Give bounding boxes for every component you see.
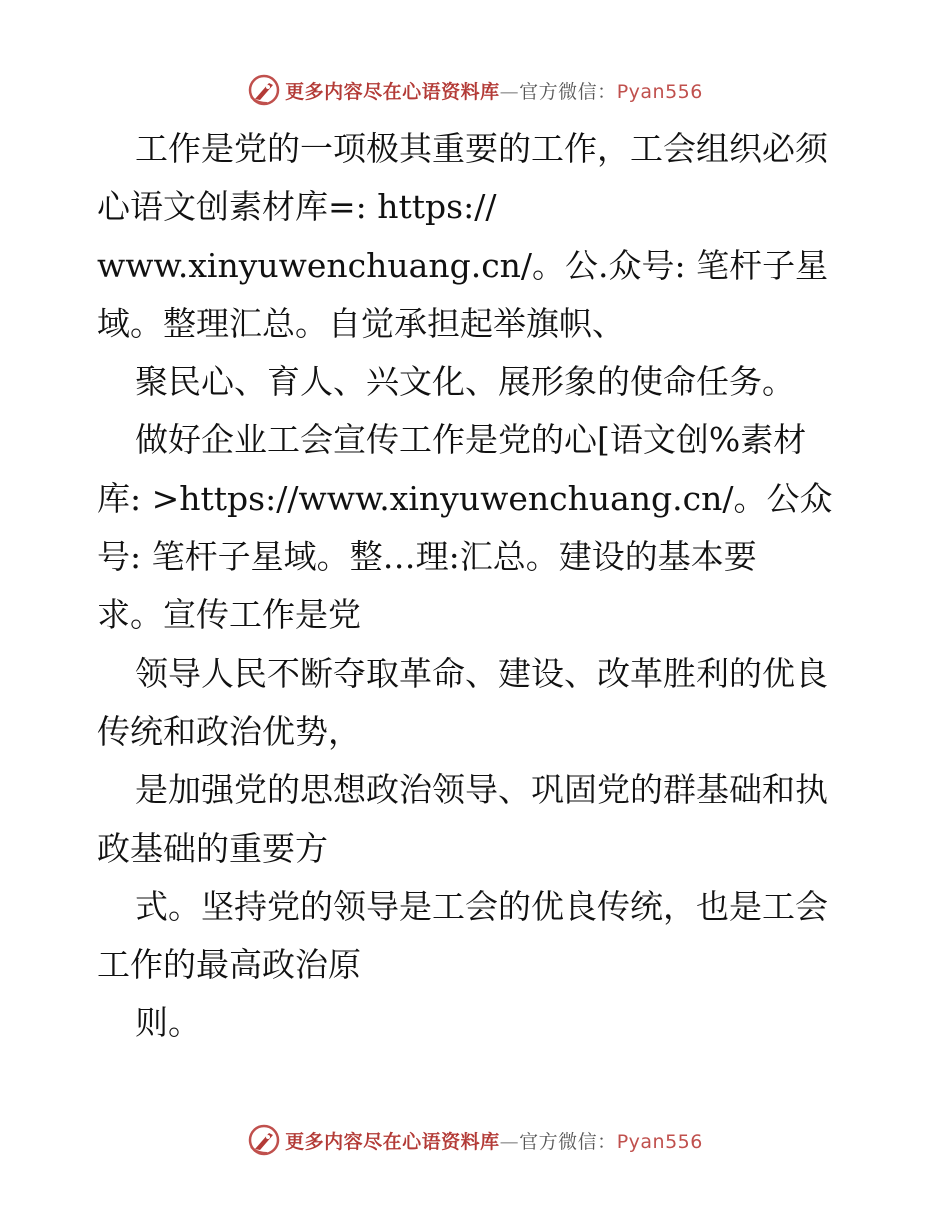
header-wechat-id: Pyan556 bbox=[616, 80, 703, 103]
text-line: 式。坚持党的领导是工会的优良传统，也是工会 bbox=[135, 886, 828, 926]
pen-nib-logo-icon bbox=[247, 73, 281, 107]
text-line: 是加强党的思想政治领导、巩固党的群基础和执 bbox=[135, 770, 828, 810]
header-banner-dash: — bbox=[499, 80, 520, 103]
text-line: 号: 笔杆子星域。整…理:汇总。建设的基本要 bbox=[97, 537, 757, 577]
text-line: 领导人民不断夺取革命、建设、改革胜利的优良 bbox=[135, 653, 828, 693]
text-line: 域。整理汇总。自觉承担起举旗帜、 bbox=[97, 303, 625, 343]
text-line: 库: >https://www.xinyuwenchuang.cn/。公众 bbox=[97, 478, 833, 518]
document-body bbox=[97, 120, 857, 1053]
text-line: 求。宣传工作是党 bbox=[97, 595, 361, 635]
footer-banner bbox=[0, 1120, 950, 1160]
text-line: 做好企业工会宣传工作是党的心[语文创%素材 bbox=[135, 420, 807, 460]
text-line: 工作的最高政治原 bbox=[97, 945, 361, 985]
footer-banner-text bbox=[285, 1127, 703, 1154]
footer-banner-dash: — bbox=[499, 1130, 520, 1153]
text-line: 聚民心、育人、兴文化、展形象的使命任务。 bbox=[135, 362, 795, 402]
header-wechat-label: 官方微信： bbox=[519, 80, 617, 103]
header-banner-main: 更多内容尽在心语资料库 bbox=[285, 80, 500, 103]
text-line: 工作是党的一项极其重要的工作，工会组织必须 bbox=[135, 129, 828, 168]
footer-wechat-label: 官方微信： bbox=[519, 1130, 617, 1153]
footer-wechat-id: Pyan556 bbox=[616, 1130, 703, 1153]
pen-nib-logo-icon bbox=[247, 1123, 281, 1157]
text-line: 心语文创素材库=: https:// bbox=[97, 187, 497, 227]
text-line: www.xinyuwenchuang.cn/。公.众号: 笔杆子星 bbox=[97, 245, 829, 285]
footer-banner-main: 更多内容尽在心语资料库 bbox=[285, 1130, 500, 1153]
header-banner-text bbox=[285, 77, 703, 104]
text-line: 政基础的重要方 bbox=[97, 828, 328, 868]
text-line: 则。 bbox=[135, 1003, 201, 1043]
text-line: 传统和政治优势， bbox=[97, 711, 361, 751]
header-banner bbox=[0, 70, 950, 110]
